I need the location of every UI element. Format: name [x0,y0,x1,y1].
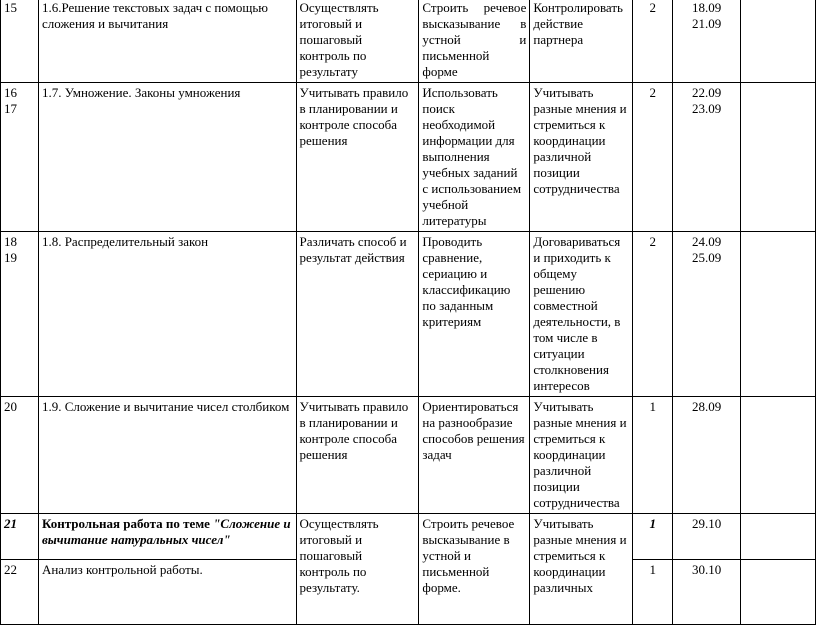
lesson-dates [673,83,741,232]
regulative-uud: Учитывать правило в планировании и контроле способа решения [296,397,419,514]
lesson-dates [673,514,741,560]
table-row [1,83,816,232]
lesson-date: 28.09 [692,399,722,414]
cognitive-uud: Ориентироваться на разнообразие способов решения задач [419,397,530,514]
hours-count: 2 [633,232,673,397]
lesson-topic-plain: Контрольная работа по теме [41,516,214,531]
notes-cell [741,83,816,232]
lesson-date: 29.10 [692,516,722,531]
lesson-topic: 1.7. Умножение. Законы умножения [38,83,296,232]
lesson-number-line: 17 [4,101,17,116]
lesson-date: 30.10 [692,562,722,577]
regulative-uud: Различать способ и результат действия [296,232,419,397]
notes-cell [741,397,816,514]
table-row [1,514,816,560]
lesson-dates [673,0,741,83]
hours-count: 1 [633,514,673,560]
lesson-date: 21.09 [692,16,722,31]
cognitive-uud: Строить речевое высказывание в устной и письменной форме [419,0,530,83]
lesson-number [1,232,39,397]
lesson-date: 23.09 [692,101,722,116]
lesson-topic: 1.6.Решение текстовых задач с помощью сложения и вычитания [38,0,296,83]
regulative-uud: Осуществлять итоговый и пошаговый контроль по результату [296,0,419,83]
lesson-date: 24.09 [692,234,722,249]
lesson-number-line: 16 [4,85,17,100]
communicative-uud: Учитывать разные мнения и стремиться к координации различной позиции сотрудничества [530,83,633,232]
communicative-uud: Договариваться и приходить к общему решению совместной деятельности, в том числе в ситуации столкновения интересов [530,232,633,397]
lesson-topic [38,514,296,560]
lesson-number: 15 [1,0,39,83]
cognitive-uud: Проводить сравнение, сериацию и классификацию по заданным критериям [419,232,530,397]
lesson-dates [673,397,741,514]
cognitive-uud: Использовать поиск необходимой информации для выполнения учебных заданий с использованием учебной литературы [419,83,530,232]
table-row [1,232,816,397]
lesson-date: 18.09 [692,0,722,15]
lesson-number: 22 [1,560,39,625]
communicative-uud: Учитывать разные мнения и стремиться к координации различной позиции сотрудничества [530,397,633,514]
lesson-number-line: 18 [4,234,17,249]
notes-cell [741,514,816,560]
lesson-number [1,83,39,232]
hours-count: 2 [633,83,673,232]
hours-count: 1 [633,397,673,514]
lesson-date: 25.09 [692,250,722,265]
cognitive-uud: Строить речевое высказывание в устной и письменной форме. [419,514,530,625]
lesson-topic: 1.9. Сложение и вычитание чисел столбиком [38,397,296,514]
lesson-number: 20 [1,397,39,514]
lesson-topic: 1.8. Распределительный закон [38,232,296,397]
hours-count: 1 [633,560,673,625]
notes-cell [741,560,816,625]
communicative-uud: Учитывать разные мнения и стремиться к координации различных [530,514,633,625]
lesson-dates [673,560,741,625]
communicative-uud: Контролировать действие партнера [530,0,633,83]
hours-count: 2 [633,0,673,83]
lesson-number: 21 [1,514,39,560]
regulative-uud: Осуществлять итоговый и пошаговый контроль по результату. [296,514,419,625]
lesson-dates [673,232,741,397]
table-row [1,0,816,83]
lesson-topic-italic: "Сложение и вычитание натуральных чисел" [41,516,291,547]
regulative-uud: Учитывать правило в планировании и контроле способа решения [296,83,419,232]
notes-cell [741,232,816,397]
lesson-topic: Анализ контрольной работы. [38,560,296,625]
lesson-number-line: 19 [4,250,17,265]
lesson-date: 22.09 [692,85,722,100]
table-row [1,397,816,514]
notes-cell [741,0,816,83]
